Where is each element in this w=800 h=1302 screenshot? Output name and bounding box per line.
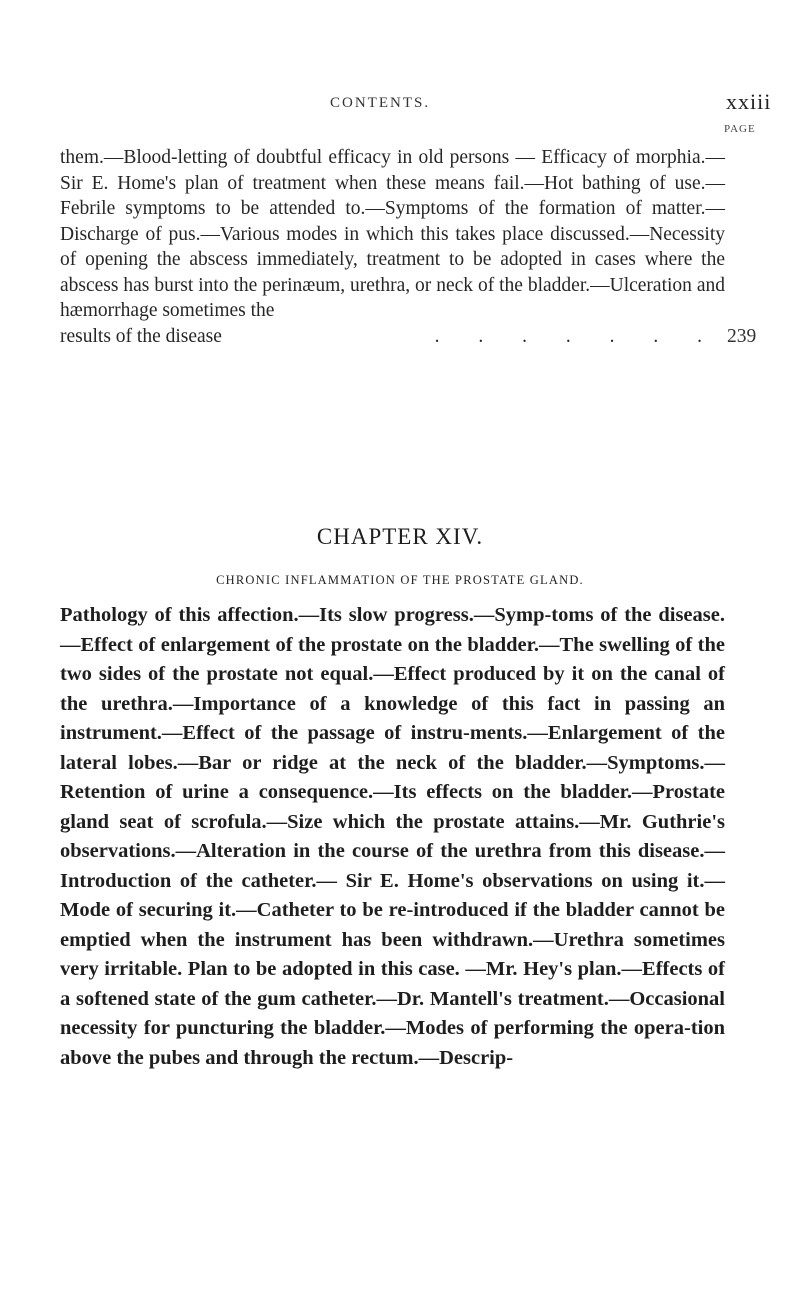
chapter-subtitle: CHRONIC INFLAMMATION OF THE PROSTATE GLAND. (216, 573, 584, 587)
toc-entry-continued (60, 145, 757, 349)
running-title: CONTENTS. (330, 95, 431, 111)
toc-entry-last-text: results of the disease (60, 325, 222, 347)
chapter-synopsis: Pathology of this affection.—Its slow progress.—Symp-toms of the disease.—Effect of enlargement of the prostate on the bladder.—The swelling of the two sides of the prostate not equal.—Effect produced by it on the canal of the urethra.—Importance of a knowledge of this fact in passing an instrument.—Effect of the passage of instru-ments.—Enlargement of the lateral lobes.—Bar or ridge at the neck of the bladder.—Symptoms.—Retention of urine a consequence.—Its effects on the bladder.—Prostate gland seat of scrofula.—Size which the prostate attains.—Mr. Guthrie's observations.—Alteration in the course of the urethra from this disease.—Introduction of the catheter.— Sir E. Home's observations on using it.—Mode of securing it.—Catheter to be re-introduced if the bladder cannot be emptied when the instrument has been withdrawn.—Urethra sometimes very irritable. Plan to be adopted in this case. —Mr. Hey's plan.—Effects of a softened state of the gum catheter.—Dr. Mantell's treatment.—Occasional necessity for puncturing the bladder.—Modes of performing the opera-tion above the pubes and through the rectum.—Descrip- (60, 604, 725, 1069)
chapter-heading: CHAPTER XIV. (316, 524, 484, 549)
running-head (0, 89, 800, 113)
dot-leader: . . . . . . . (434, 325, 719, 347)
toc-entry-text: them.—Blood-letting of doubtful efficacy in old persons — Efficacy of morphia.—Sir E. Home's plan of treatment when these means fail.—Hot bathing of use.—Febrile symptoms to be attended to.—Symptoms of the formation of matter.—Discharge of pus.—Various modes in which this takes place discussed.—Necessity of opening the abscess immediately, treatment to be adopted in cases where the abscess has burst into the perinæum, urethra, or neck of the bladder.—Ulceration and hæmorrhage sometimes the (60, 147, 725, 321)
page-number: xxiii (726, 89, 772, 114)
toc-page-ref: 239 (727, 325, 757, 347)
page-column-label: PAGE (724, 123, 756, 135)
toc-entry-last-line (60, 324, 757, 350)
